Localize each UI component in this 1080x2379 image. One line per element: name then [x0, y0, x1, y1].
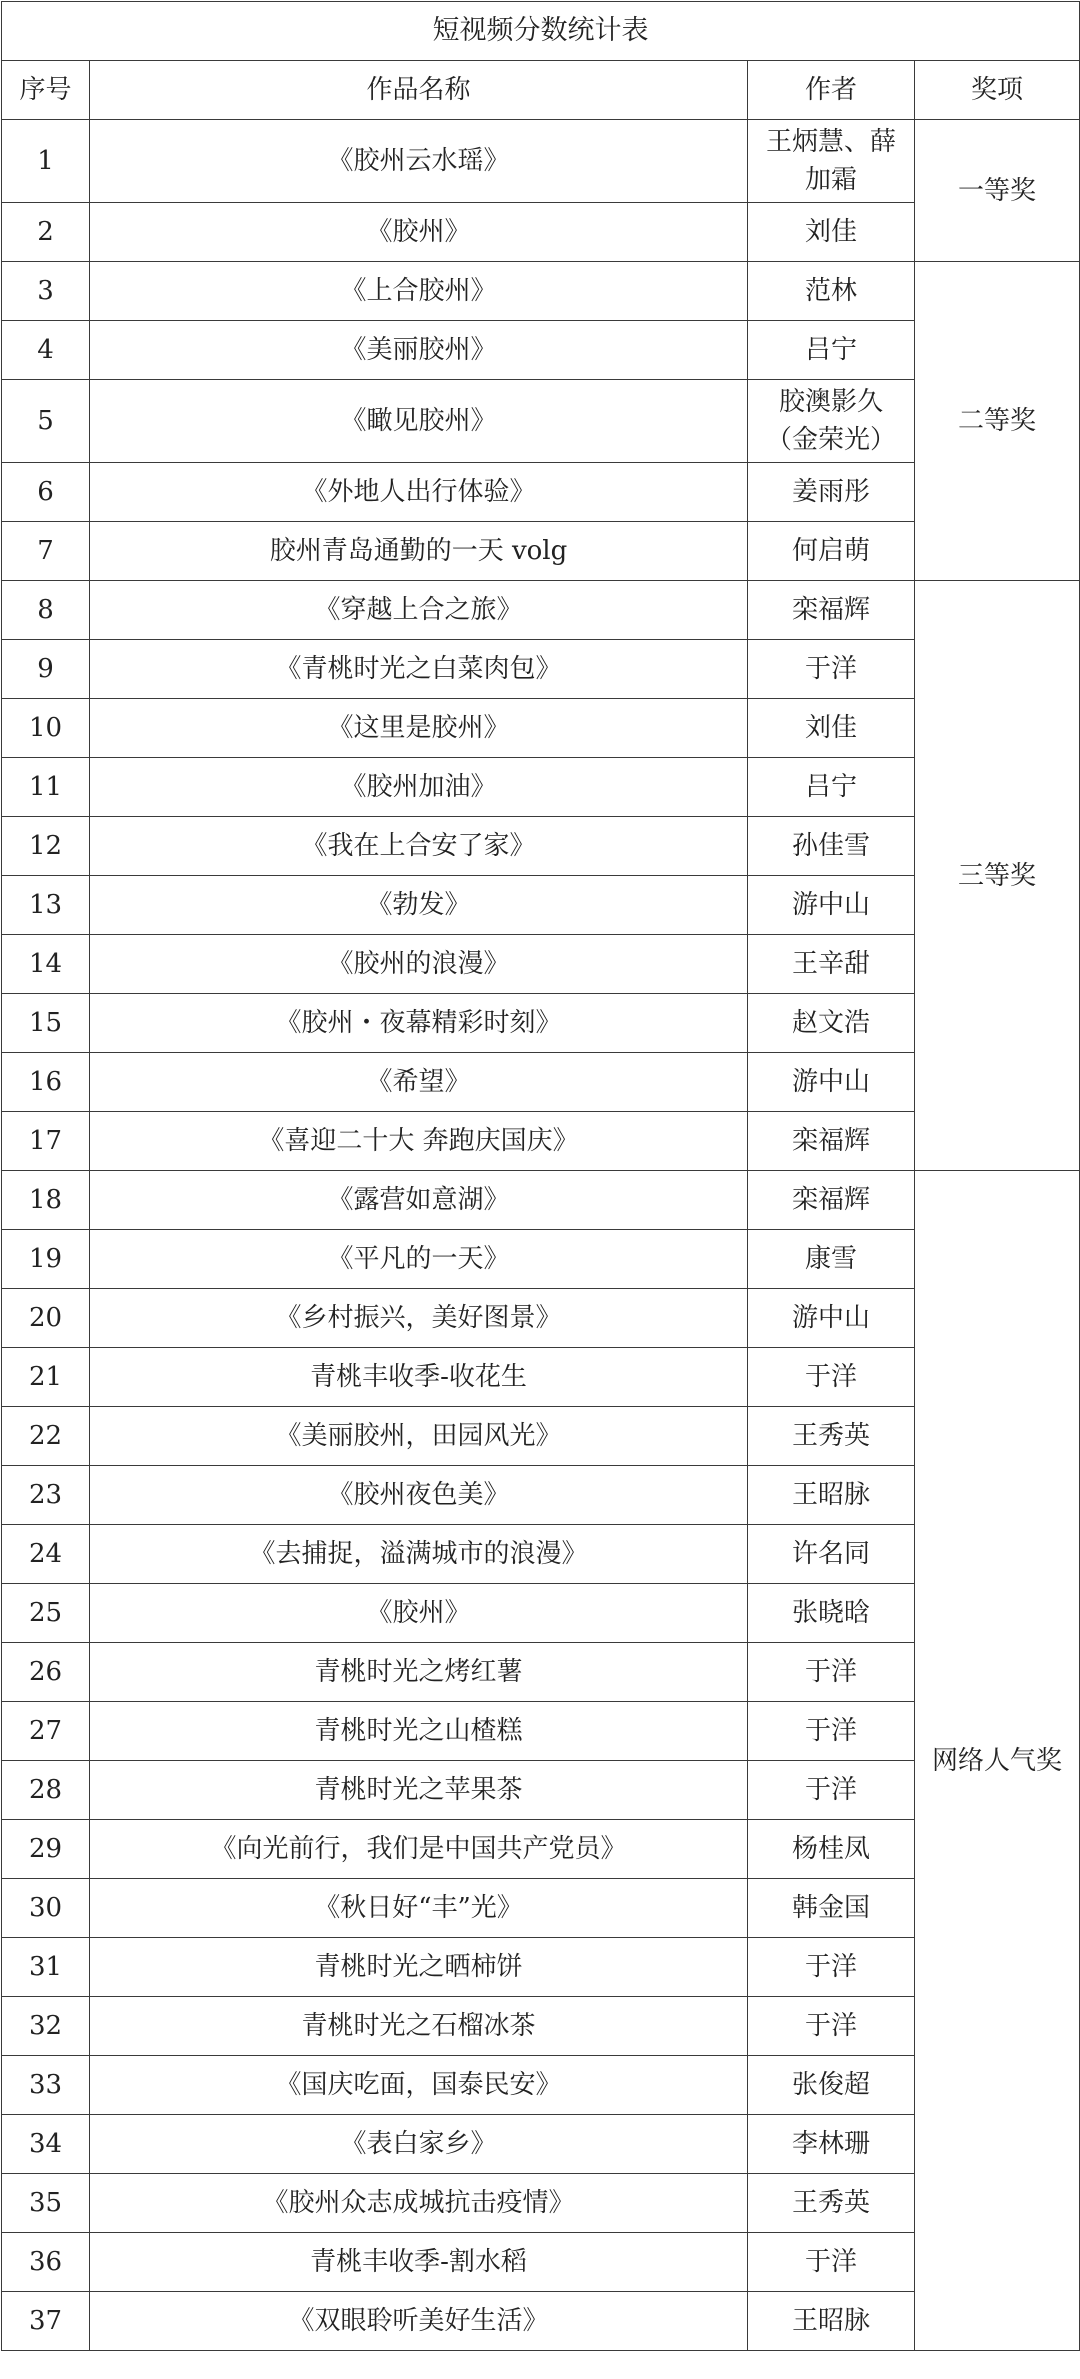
score-table — [1, 1, 1080, 2351]
award-cell: 一等奖 — [915, 120, 1080, 262]
row-author: 李林珊 — [748, 2115, 915, 2174]
row-author: 孙佳雪 — [748, 817, 915, 876]
row-work-title: 《表白家乡》 — [90, 2115, 748, 2174]
row-work-title: 《胶州・夜幕精彩时刻》 — [90, 994, 748, 1053]
row-index: 13 — [2, 876, 90, 935]
row-index: 12 — [2, 817, 90, 876]
row-work-title: 《瞰见胶州》 — [90, 380, 748, 463]
table-body — [2, 2, 1080, 2351]
row-work-title: 青桃时光之山楂糕 — [90, 1702, 748, 1761]
row-index: 7 — [2, 522, 90, 581]
award-cell: 二等奖 — [915, 262, 1080, 581]
row-work-title: 《喜迎二十大 奔跑庆国庆》 — [90, 1112, 748, 1171]
row-author: 于洋 — [748, 640, 915, 699]
row-author: 于洋 — [748, 1702, 915, 1761]
row-author: 王炳慧、薛加霜 — [748, 120, 915, 203]
row-index: 11 — [2, 758, 90, 817]
row-work-title: 《胶州众志成城抗击疫情》 — [90, 2174, 748, 2233]
row-work-title: 青桃时光之石榴冰茶 — [90, 1997, 748, 2056]
row-index: 2 — [2, 203, 90, 262]
row-index: 4 — [2, 321, 90, 380]
row-index: 9 — [2, 640, 90, 699]
row-index: 20 — [2, 1289, 90, 1348]
row-author: 游中山 — [748, 876, 915, 935]
row-author: 刘佳 — [748, 699, 915, 758]
row-index: 28 — [2, 1761, 90, 1820]
row-index: 37 — [2, 2292, 90, 2351]
row-work-title: 青桃时光之晒柿饼 — [90, 1938, 748, 1997]
row-index: 33 — [2, 2056, 90, 2115]
row-author: 于洋 — [748, 1348, 915, 1407]
row-author: 王辛甜 — [748, 935, 915, 994]
row-index: 25 — [2, 1584, 90, 1643]
row-author: 张俊超 — [748, 2056, 915, 2115]
row-work-title: 青桃时光之烤红薯 — [90, 1643, 748, 1702]
row-index: 24 — [2, 1525, 90, 1584]
row-index: 6 — [2, 463, 90, 522]
row-work-title: 青桃丰收季-收花生 — [90, 1348, 748, 1407]
row-work-title: 《胶州加油》 — [90, 758, 748, 817]
row-author: 吕宁 — [748, 758, 915, 817]
row-work-title: 《胶州》 — [90, 1584, 748, 1643]
row-author: 胶澳影久（金荣光） — [748, 380, 915, 463]
row-work-title: 《上合胶州》 — [90, 262, 748, 321]
award-cell: 三等奖 — [915, 581, 1080, 1171]
row-work-title: 《这里是胶州》 — [90, 699, 748, 758]
row-index: 22 — [2, 1407, 90, 1466]
row-work-title: 《胶州》 — [90, 203, 748, 262]
row-author: 于洋 — [748, 1643, 915, 1702]
row-work-title: 《胶州的浪漫》 — [90, 935, 748, 994]
row-author: 于洋 — [748, 1938, 915, 1997]
row-work-title: 《露营如意湖》 — [90, 1171, 748, 1230]
row-work-title: 《胶州云水瑶》 — [90, 120, 748, 203]
row-work-title: 《国庆吃面，国泰民安》 — [90, 2056, 748, 2115]
row-work-title: 《秋日好“丰”光》 — [90, 1879, 748, 1938]
row-work-title: 《外地人出行体验》 — [90, 463, 748, 522]
row-author: 王昭脉 — [748, 1466, 915, 1525]
row-author: 韩金国 — [748, 1879, 915, 1938]
row-author: 许名同 — [748, 1525, 915, 1584]
row-index: 17 — [2, 1112, 90, 1171]
title-row — [2, 2, 1080, 61]
row-index: 8 — [2, 581, 90, 640]
row-index: 19 — [2, 1230, 90, 1289]
row-index: 18 — [2, 1171, 90, 1230]
row-index: 27 — [2, 1702, 90, 1761]
table-title: 短视频分数统计表 — [2, 2, 1080, 61]
row-work-title: 《美丽胶州，田园风光》 — [90, 1407, 748, 1466]
row-author: 何启萌 — [748, 522, 915, 581]
table-row — [2, 120, 1080, 203]
row-index: 30 — [2, 1879, 90, 1938]
award-cell: 网络人气奖 — [915, 1171, 1080, 2351]
header-author: 作者 — [748, 61, 915, 120]
row-author: 栾福辉 — [748, 1112, 915, 1171]
row-index: 36 — [2, 2233, 90, 2292]
row-work-title: 《青桃时光之白菜肉包》 — [90, 640, 748, 699]
row-work-title: 胶州青岛通勤的一天 volg — [90, 522, 748, 581]
row-index: 16 — [2, 1053, 90, 1112]
row-work-title: 《穿越上合之旅》 — [90, 581, 748, 640]
table-row — [2, 1171, 1080, 1230]
header-award: 奖项 — [915, 61, 1080, 120]
row-author: 王昭脉 — [748, 2292, 915, 2351]
row-work-title: 《平凡的一天》 — [90, 1230, 748, 1289]
row-author: 赵文浩 — [748, 994, 915, 1053]
row-index: 10 — [2, 699, 90, 758]
row-index: 32 — [2, 1997, 90, 2056]
row-index: 15 — [2, 994, 90, 1053]
row-index: 34 — [2, 2115, 90, 2174]
row-work-title: 青桃时光之苹果茶 — [90, 1761, 748, 1820]
row-index: 26 — [2, 1643, 90, 1702]
row-work-title: 《我在上合安了家》 — [90, 817, 748, 876]
row-author: 于洋 — [748, 1761, 915, 1820]
row-index: 35 — [2, 2174, 90, 2233]
row-work-title: 《去捕捉，溢满城市的浪漫》 — [90, 1525, 748, 1584]
row-index: 14 — [2, 935, 90, 994]
table-row — [2, 262, 1080, 321]
row-work-title: 《勃发》 — [90, 876, 748, 935]
row-index: 5 — [2, 380, 90, 463]
header-row — [2, 61, 1080, 120]
header-index: 序号 — [2, 61, 90, 120]
table-row — [2, 581, 1080, 640]
row-work-title: 《胶州夜色美》 — [90, 1466, 748, 1525]
row-author: 游中山 — [748, 1053, 915, 1112]
row-work-title: 《向光前行，我们是中国共产党员》 — [90, 1820, 748, 1879]
row-author: 范林 — [748, 262, 915, 321]
row-index: 21 — [2, 1348, 90, 1407]
row-author: 王秀英 — [748, 2174, 915, 2233]
row-author: 栾福辉 — [748, 581, 915, 640]
row-index: 31 — [2, 1938, 90, 1997]
row-author: 康雪 — [748, 1230, 915, 1289]
row-index: 3 — [2, 262, 90, 321]
row-index: 1 — [2, 120, 90, 203]
header-work: 作品名称 — [90, 61, 748, 120]
row-work-title: 《双眼聆听美好生活》 — [90, 2292, 748, 2351]
row-author: 刘佳 — [748, 203, 915, 262]
row-work-title: 《乡村振兴，美好图景》 — [90, 1289, 748, 1348]
row-index: 23 — [2, 1466, 90, 1525]
row-author: 姜雨彤 — [748, 463, 915, 522]
row-author: 游中山 — [748, 1289, 915, 1348]
row-work-title: 《希望》 — [90, 1053, 748, 1112]
row-author: 吕宁 — [748, 321, 915, 380]
row-work-title: 《美丽胶州》 — [90, 321, 748, 380]
row-author: 王秀英 — [748, 1407, 915, 1466]
row-author: 杨桂凤 — [748, 1820, 915, 1879]
row-author: 张晓晗 — [748, 1584, 915, 1643]
row-index: 29 — [2, 1820, 90, 1879]
row-author: 栾福辉 — [748, 1171, 915, 1230]
row-author: 于洋 — [748, 2233, 915, 2292]
row-work-title: 青桃丰收季-割水稻 — [90, 2233, 748, 2292]
row-author: 于洋 — [748, 1997, 915, 2056]
